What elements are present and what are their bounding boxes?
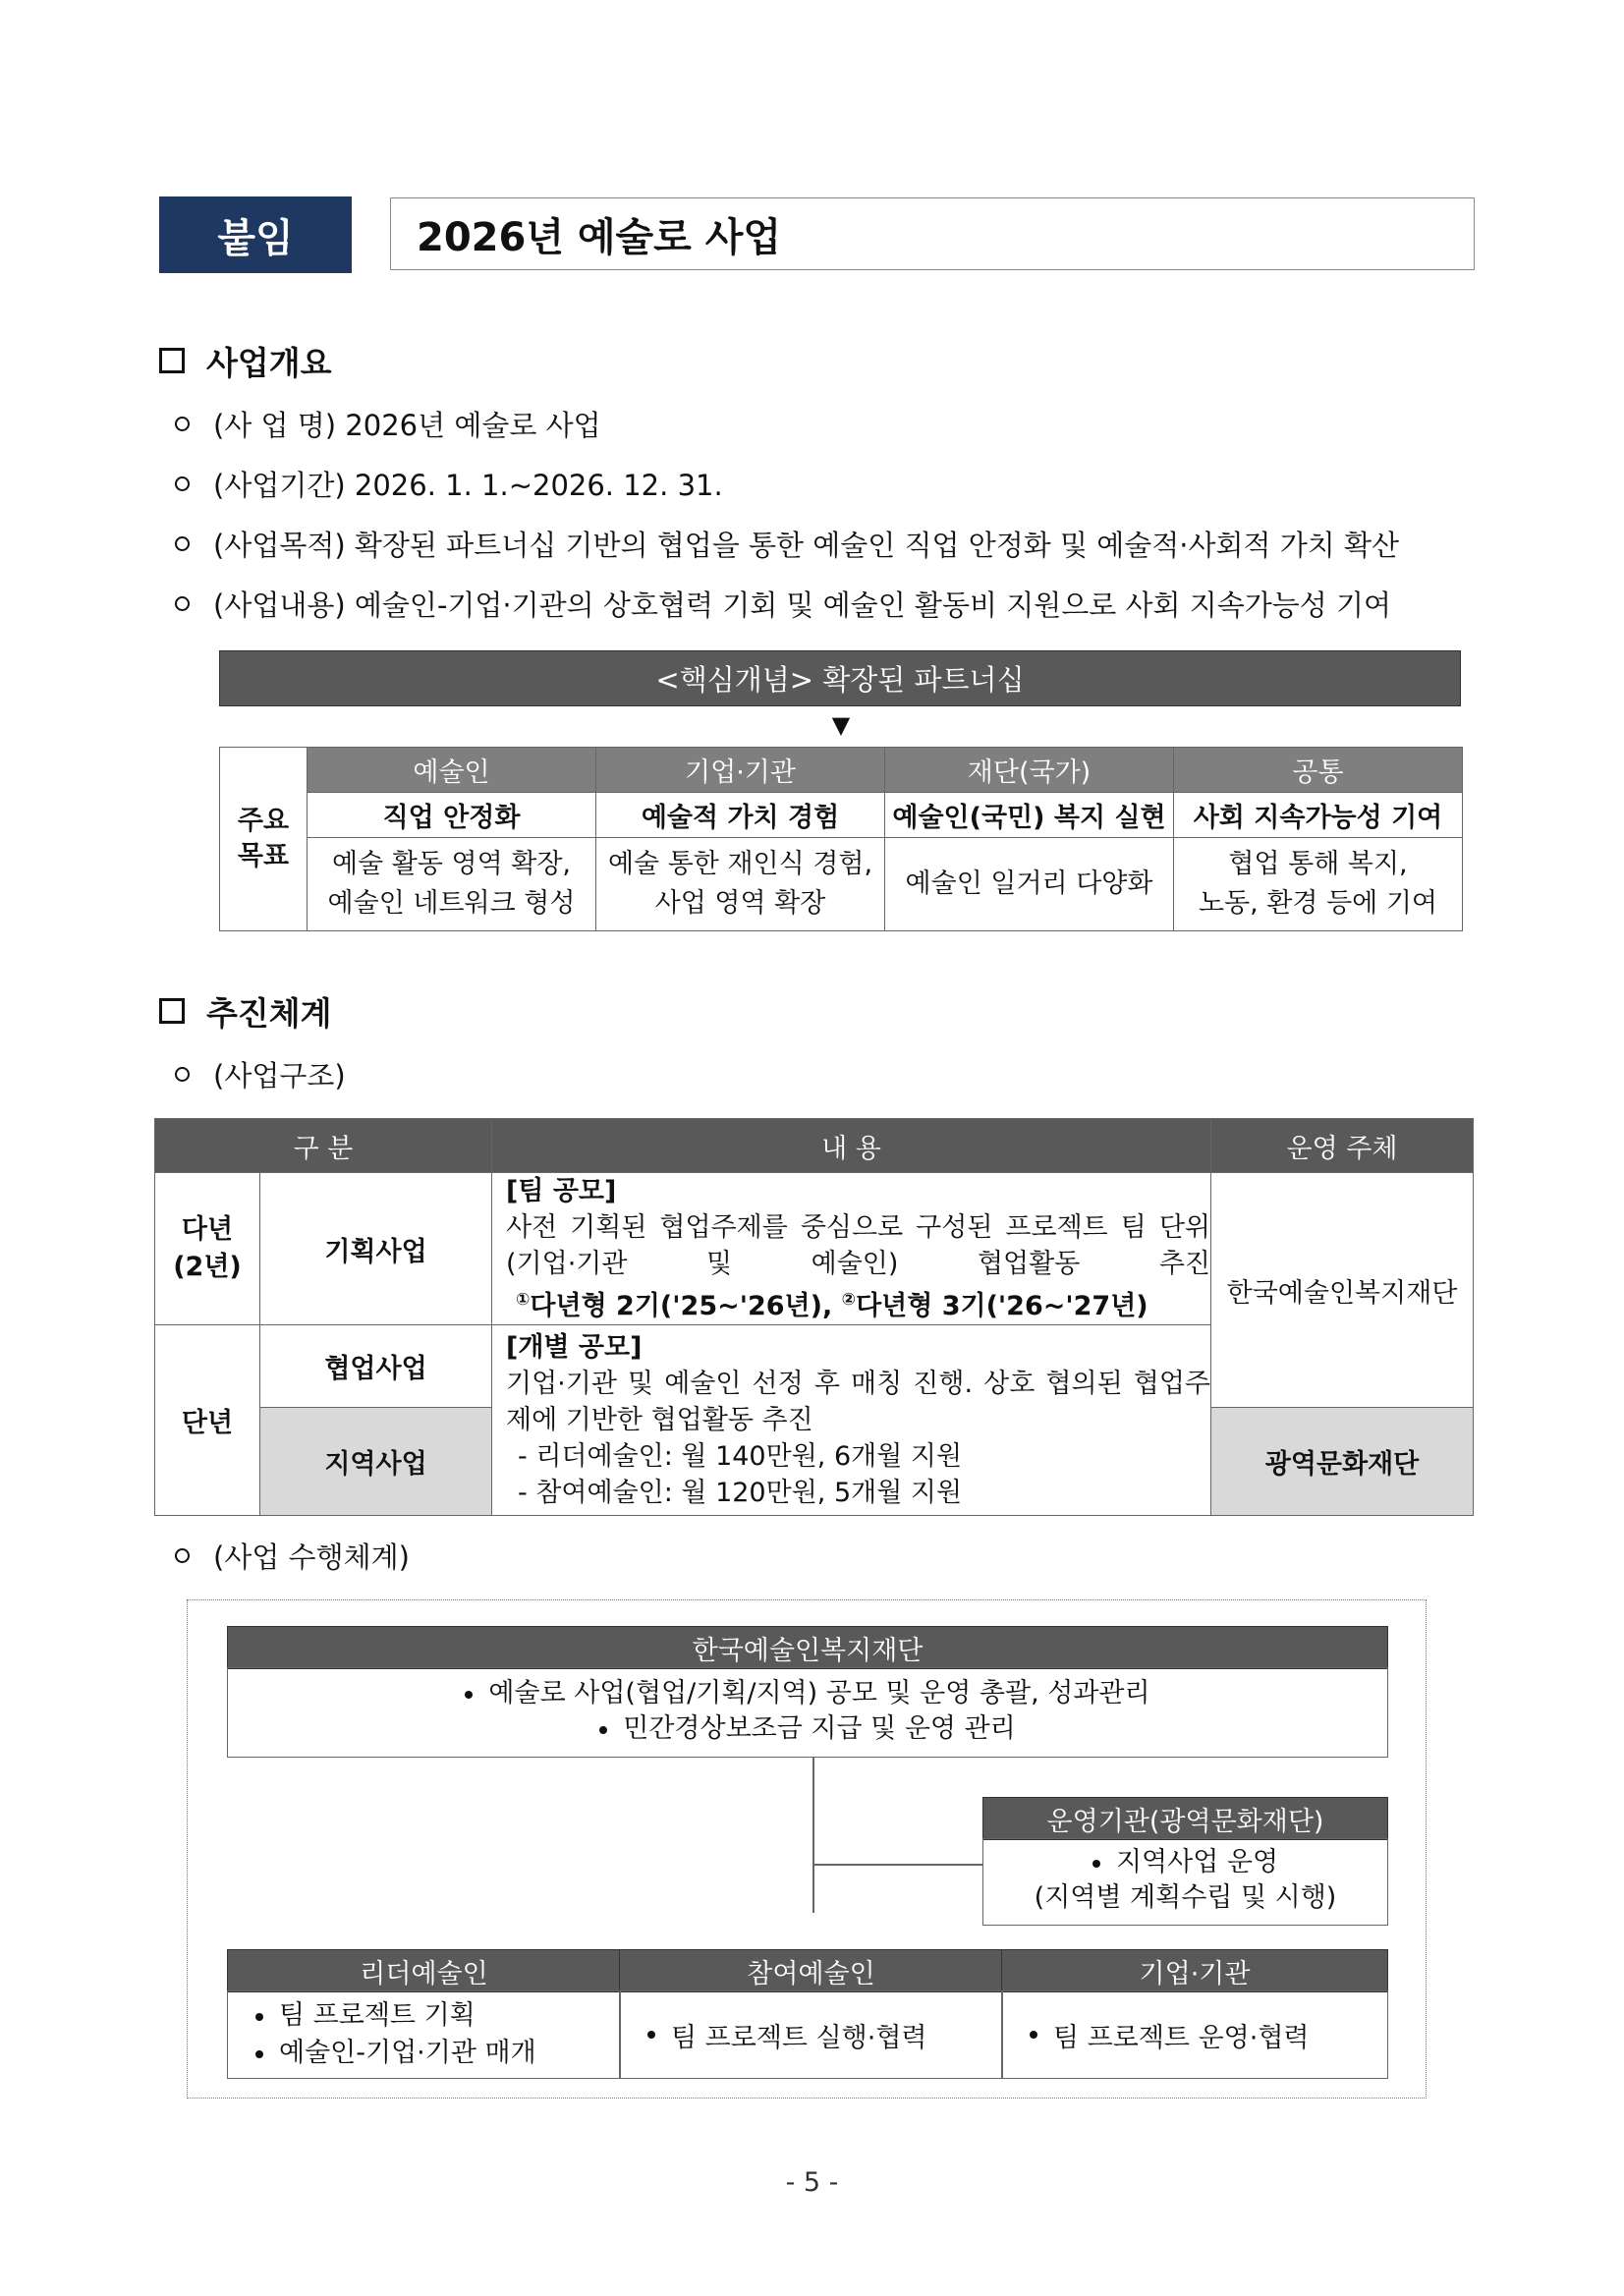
flow-leader-item-text: 팀 프로젝트 기획 bbox=[279, 2000, 476, 2031]
connector-line bbox=[812, 1758, 814, 1913]
flow-participant-body bbox=[619, 1990, 1003, 2079]
subheading-text: (사업구조) bbox=[213, 1058, 346, 1092]
flow-mid-item bbox=[983, 1845, 1387, 1880]
flow-top-item-text: 민간경상보조금 지급 및 운영 관리 bbox=[623, 1713, 1016, 1744]
bullet-dot-icon bbox=[255, 2050, 263, 2058]
team-recruit-body: 사전 기획된 협업주제를 중심으로 구성된 프로젝트 팀 단위(기업·기관 및 예술인) 협업활동 추진 bbox=[506, 1212, 1210, 1279]
bullet-dot-icon bbox=[465, 1691, 473, 1699]
core-concept-banner: <핵심개념> 확장된 파트너십 bbox=[219, 650, 1461, 706]
goals-column-header: 재단(국가) bbox=[885, 748, 1174, 793]
team-type-text: 다년형 3기('26~'27년) bbox=[856, 1291, 1148, 1321]
goal-detail-cell: 예술 활동 영역 확장, 예술인 네트워크 형성 bbox=[308, 838, 596, 931]
overview-item-text: (사 업 명) 2026년 예술로 사업 bbox=[213, 408, 601, 442]
circled-number: ① bbox=[516, 1290, 531, 1310]
flow-leader-body bbox=[227, 1990, 621, 2079]
checkbox-square-icon bbox=[159, 348, 185, 373]
attachment-label: 붙임 bbox=[159, 196, 352, 273]
circle-bullet-icon bbox=[175, 596, 190, 611]
bullet-dot-icon bbox=[255, 2013, 263, 2021]
individual-recruit-cell bbox=[492, 1325, 1211, 1516]
flow-top-item bbox=[228, 1711, 1387, 1747]
goals-table bbox=[219, 747, 1463, 931]
goals-column-header: 기업·기관 bbox=[596, 748, 885, 793]
flow-leader-item bbox=[255, 1997, 620, 2035]
flow-leader-item-text: 예술인-기업·기관 매개 bbox=[279, 2038, 536, 2068]
overview-item bbox=[175, 584, 1391, 623]
flow-mid-body bbox=[982, 1838, 1388, 1926]
goals-side-label: 주요 목표 bbox=[220, 748, 308, 931]
circle-bullet-icon bbox=[175, 417, 190, 431]
bullet-dot-icon bbox=[599, 1726, 607, 1734]
structure-subheading bbox=[175, 1054, 346, 1093]
flow-top-item-text: 예술로 사업(협업/기획/지역) 공모 및 운영 총괄, 성과관리 bbox=[488, 1678, 1150, 1708]
goal-cell: 사회 지속가능성 기여 bbox=[1174, 793, 1463, 838]
page-number: - 5 - bbox=[785, 2167, 839, 2198]
multi-year-label: 다년 (2년) bbox=[155, 1173, 260, 1325]
goals-column-header: 예술인 bbox=[308, 748, 596, 793]
structure-table bbox=[154, 1118, 1474, 1516]
participant-support: - 참여예술인: 월 120만원, 5개월 지원 bbox=[518, 1478, 963, 1508]
goals-column-header: 공통 bbox=[1174, 748, 1463, 793]
overview-item bbox=[175, 524, 1399, 563]
goal-cell: 직업 안정화 bbox=[308, 793, 596, 838]
subheading-text: (사업 수행체계) bbox=[213, 1540, 410, 1574]
structure-header: 운영 주체 bbox=[1211, 1119, 1474, 1173]
flow-subheading bbox=[175, 1536, 410, 1575]
flow-company-header: 기업·기관 bbox=[1001, 1949, 1388, 1992]
structure-header: 구 분 bbox=[155, 1119, 492, 1173]
goal-cell: 예술인(국민) 복지 실현 bbox=[885, 793, 1174, 838]
circled-number: ② bbox=[841, 1290, 857, 1310]
flow-mid-note: (지역별 계획수립 및 시행) bbox=[1034, 1882, 1337, 1913]
individual-recruit-body: 기업·기관 및 예술인 선정 후 매칭 진행. 상호 협의된 협업주제에 기반한 협업활동 추진 bbox=[506, 1369, 1210, 1435]
bullet-dot-icon bbox=[1030, 2031, 1037, 2039]
bullet-dot-icon bbox=[1092, 1860, 1100, 1868]
goal-detail-cell: 예술 통한 재인식 경험, 사업 영역 확장 bbox=[596, 838, 885, 931]
leader-support: - 리더예술인: 월 140만원, 6개월 지원 bbox=[518, 1441, 963, 1472]
flow-participant-item-text: 팀 프로젝트 실행·협력 bbox=[671, 2022, 927, 2053]
operator-regional-cell: 광역문화재단 bbox=[1211, 1408, 1474, 1516]
flow-participant-header: 참여예술인 bbox=[619, 1949, 1003, 1992]
flow-company-body bbox=[1001, 1990, 1388, 2079]
checkbox-square-icon bbox=[159, 998, 185, 1024]
section-heading-overview bbox=[159, 339, 332, 382]
flow-top-header: 한국예술인복지재단 bbox=[227, 1626, 1388, 1669]
planning-project-label: 기획사업 bbox=[260, 1173, 492, 1325]
flow-leader-item bbox=[255, 2035, 620, 2072]
overview-item bbox=[175, 464, 723, 503]
goal-detail-cell: 예술인 일거리 다양화 bbox=[885, 838, 1174, 931]
structure-header: 내 용 bbox=[492, 1119, 1211, 1173]
goal-cell: 예술적 가치 경험 bbox=[596, 793, 885, 838]
flow-top-body bbox=[227, 1667, 1388, 1758]
connector-line bbox=[812, 1864, 983, 1866]
section-title: 추진체계 bbox=[206, 993, 332, 1033]
section-heading-system bbox=[159, 989, 332, 1033]
flow-top-item bbox=[228, 1676, 1387, 1711]
individual-recruit-title: [개별 공모] bbox=[506, 1332, 643, 1363]
bullet-dot-icon bbox=[647, 2031, 655, 2039]
operator-main-cell: 한국예술인복지재단 bbox=[1211, 1173, 1474, 1408]
circle-bullet-icon bbox=[175, 476, 190, 491]
regional-project-label: 지역사업 bbox=[260, 1408, 492, 1516]
flow-mid-item-text: 지역사업 운영 bbox=[1115, 1847, 1279, 1877]
overview-item-text: (사업내용) 예술인-기업·기관의 상호협력 기회 및 예술인 활동비 지원으로 사회 지속가능성 기여 bbox=[213, 588, 1392, 622]
flow-company-item-text: 팀 프로젝트 운영·협력 bbox=[1053, 2022, 1310, 2053]
team-recruit-title: [팀 공모] bbox=[506, 1176, 617, 1206]
team-types bbox=[506, 1282, 1210, 1324]
team-type-text: 다년형 2기('25~'26년), bbox=[530, 1291, 842, 1321]
execution-flow-diagram bbox=[187, 1599, 1427, 2099]
circle-bullet-icon bbox=[175, 536, 190, 551]
circle-bullet-icon bbox=[175, 1067, 190, 1082]
overview-item bbox=[175, 404, 601, 443]
flow-leader-header: 리더예술인 bbox=[227, 1949, 621, 1992]
down-arrow-icon: ▼ bbox=[831, 711, 851, 739]
cooperation-project-label: 협업사업 bbox=[260, 1325, 492, 1408]
single-year-label: 단년 bbox=[155, 1325, 260, 1516]
document-title: 2026년 예술로 사업 bbox=[390, 197, 1475, 270]
flow-mid-header: 운영기관(광역문화재단) bbox=[982, 1797, 1388, 1840]
team-recruit-cell bbox=[492, 1173, 1211, 1325]
overview-item-text: (사업기간) 2026. 1. 1.~2026. 12. 31. bbox=[213, 468, 723, 502]
section-title: 사업개요 bbox=[206, 343, 332, 382]
overview-item-text: (사업목적) 확장된 파트너십 기반의 협업을 통한 예술인 직업 안정화 및 예술적·사회적 가치 확산 bbox=[213, 528, 1399, 562]
circle-bullet-icon bbox=[175, 1548, 190, 1563]
goal-detail-cell: 협업 통해 복지, 노동, 환경 등에 기여 bbox=[1174, 838, 1463, 931]
